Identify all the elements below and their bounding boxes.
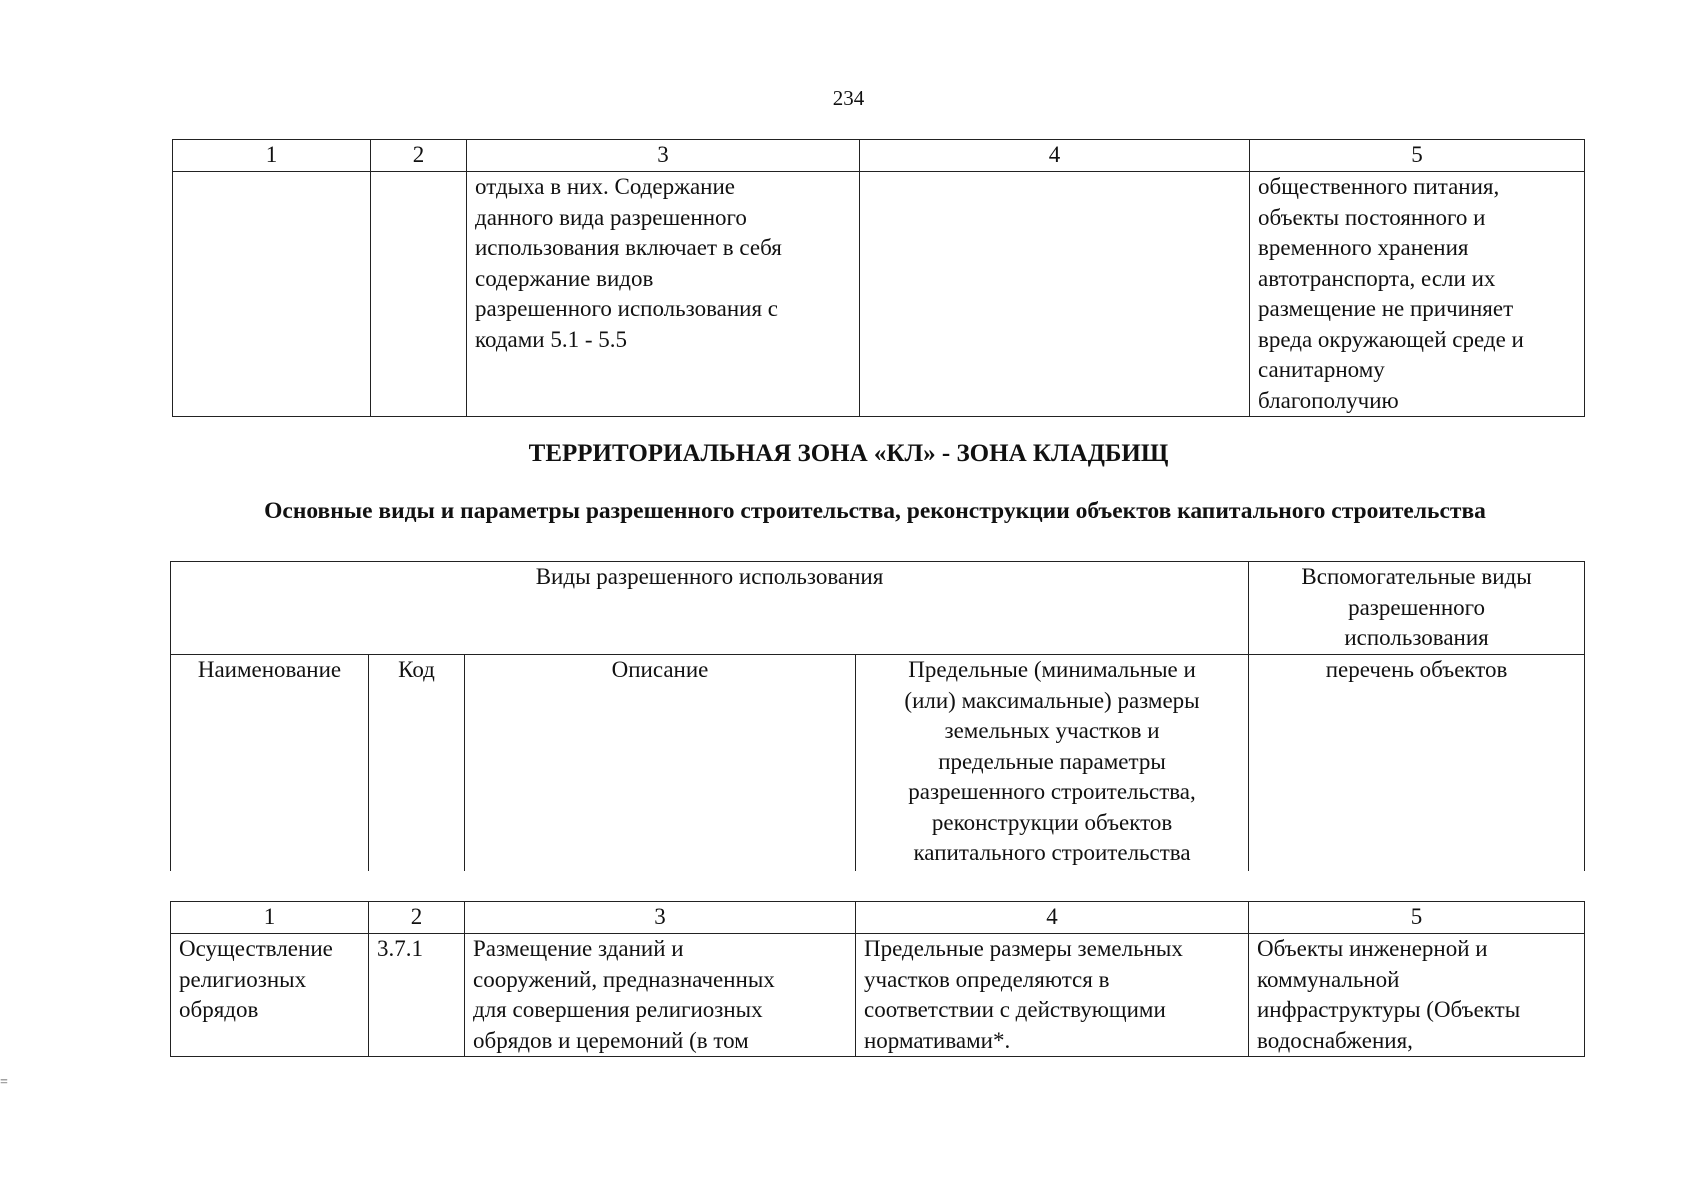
cell-name: Осуществление религиозных обрядов xyxy=(171,934,369,1057)
cell-auxiliary: общественного питания, объекты постоянного и временного хранения автотранспорта, если их размещение не причиняет вреда окружающей среде и санитарному благополучию xyxy=(1250,172,1585,417)
column-number: 2 xyxy=(371,140,467,172)
section-title: Основные виды и параметры разрешенного строительства, реконструкции объектов капитального строительства xyxy=(264,498,1486,524)
cell-limits: Предельные размеры земельных участков определяются в соответствии с действующими нормативами*. xyxy=(856,934,1249,1057)
column-number: 1 xyxy=(171,902,369,934)
column-number-row xyxy=(171,902,1585,934)
column-header-row xyxy=(171,655,1585,871)
cell-code xyxy=(371,172,467,417)
col-name-header: Наименование xyxy=(171,655,369,871)
cell-auxiliary: Объекты инженерной и коммунальной инфраструктуры (Объекты водоснабжения, xyxy=(1249,934,1585,1057)
cell-code: 3.7.1 xyxy=(369,934,465,1057)
column-number: 4 xyxy=(856,902,1249,934)
margin-mark: = xyxy=(0,1075,8,1090)
col-limits-header: Предельные (минимальные и (или) максимальные) размеры земельных участков и предельные параметры разрешенного строительства, реконструкции объектов капитального строительства xyxy=(856,655,1249,871)
page-number: 234 xyxy=(832,86,865,110)
main-table xyxy=(170,901,1585,1057)
column-number: 3 xyxy=(465,902,856,934)
continuation-table xyxy=(172,139,1585,417)
cell-limits xyxy=(860,172,1250,417)
column-number-row xyxy=(173,140,1585,172)
column-number: 2 xyxy=(369,902,465,934)
table-row xyxy=(173,172,1585,417)
column-number: 1 xyxy=(173,140,371,172)
col-description-header: Описание xyxy=(465,655,856,871)
header-table xyxy=(170,561,1585,871)
column-number: 5 xyxy=(1249,902,1585,934)
group-main-header: Виды разрешенного использования xyxy=(171,562,1249,655)
col-auxiliary-header: перечень объектов xyxy=(1249,655,1585,871)
cell-name xyxy=(173,172,371,417)
col-code-header: Код xyxy=(369,655,465,871)
cell-description: Размещение зданий и сооружений, предназначенных для совершения религиозных обрядов и церемоний (в том xyxy=(465,934,856,1057)
column-number: 4 xyxy=(860,140,1250,172)
group-auxiliary-header: Вспомогательные виды разрешенного использования xyxy=(1249,562,1585,655)
table-row xyxy=(171,934,1585,1057)
group-header-row xyxy=(171,562,1585,655)
column-number: 3 xyxy=(467,140,860,172)
zone-title: ТЕРРИТОРИАЛЬНАЯ ЗОНА «КЛ» - ЗОНА КЛАДБИЩ xyxy=(528,440,1169,467)
column-number: 5 xyxy=(1250,140,1585,172)
cell-description: отдыха в них. Содержание данного вида разрешенного использования включает в себя содержание видов разрешенного использования с кодами 5.1 - 5.5 xyxy=(467,172,860,417)
